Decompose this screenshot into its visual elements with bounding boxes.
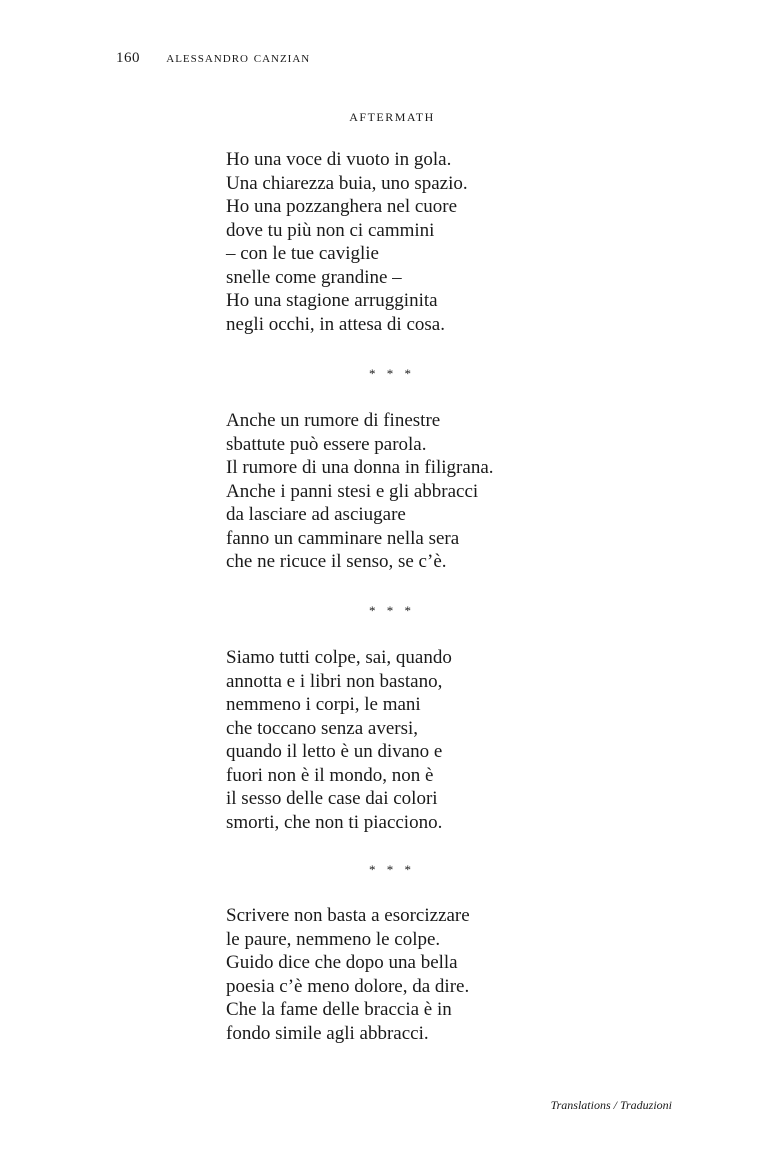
poem-line: Una chiarezza buia, uno spazio. <box>226 172 468 194</box>
poem-title: aftermath <box>349 106 435 125</box>
poem-line: fondo simile agli abbracci. <box>226 1022 429 1044</box>
stanza-4 <box>226 904 470 1045</box>
poem-line: Anche un rumore di finestre <box>226 410 441 431</box>
poem-line: il sesso delle case dai colori <box>226 788 438 809</box>
running-head <box>116 50 310 67</box>
poem-line: Che la fame delle braccia è in <box>226 999 452 1020</box>
poem-line: Scrivere non basta a esorcizzare <box>226 905 470 926</box>
page-number: 160 <box>116 50 140 66</box>
poem-line: Anche i panni stesi e gli abbracci <box>226 480 479 502</box>
stanza-2 <box>226 409 494 574</box>
poem-line: annotta e i libri non bastano, <box>226 670 443 692</box>
poem-line: – con le tue caviglie <box>226 243 379 264</box>
poem-line: negli occhi, in attesa di cosa. <box>226 313 445 335</box>
poem-line: poesia c’è meno dolore, da dire. <box>226 975 470 997</box>
poem-line: che toccano senza aversi, <box>226 717 419 739</box>
poem-line: Ho una pozzanghera nel cuore <box>226 196 458 217</box>
stanza-3 <box>226 646 452 834</box>
poem-line: che ne ricuce il senso, se c’è. <box>226 551 447 572</box>
section-divider: * * * <box>369 603 415 618</box>
poem-line: Guido dice che dopo una bella <box>226 952 458 973</box>
stanza-1 <box>226 148 468 336</box>
author-name: alessandro canzian <box>166 50 311 66</box>
poem-line: fuori non è il mondo, non è <box>226 764 434 786</box>
poem-line: snelle come grandine – <box>226 266 402 288</box>
footer-series-title: Translations / Traduzioni <box>550 1098 672 1112</box>
poem-line: nemmeno i corpi, le mani <box>226 694 421 715</box>
poem-line: fanno un camminare nella sera <box>226 527 460 549</box>
poem-line: sbattute può essere parola. <box>226 433 427 455</box>
poem-line: da lasciare ad asciugare <box>226 504 406 525</box>
poem-line: quando il letto è un divano e <box>226 741 443 762</box>
poem-line: Ho una voce di vuoto in gola. <box>226 149 452 170</box>
poem-line: Ho una stagione arrugginita <box>226 290 438 311</box>
poem-line: dove tu più non ci cammini <box>226 219 435 241</box>
poem-line: Il rumore di una donna in filigrana. <box>226 457 494 478</box>
poem-line: Siamo tutti colpe, sai, quando <box>226 647 452 668</box>
poem-line: le paure, nemmeno le colpe. <box>226 928 441 950</box>
section-divider: * * * <box>369 862 415 877</box>
section-divider: * * * <box>369 366 415 381</box>
poem-line: smorti, che non ti piacciono. <box>226 811 443 833</box>
